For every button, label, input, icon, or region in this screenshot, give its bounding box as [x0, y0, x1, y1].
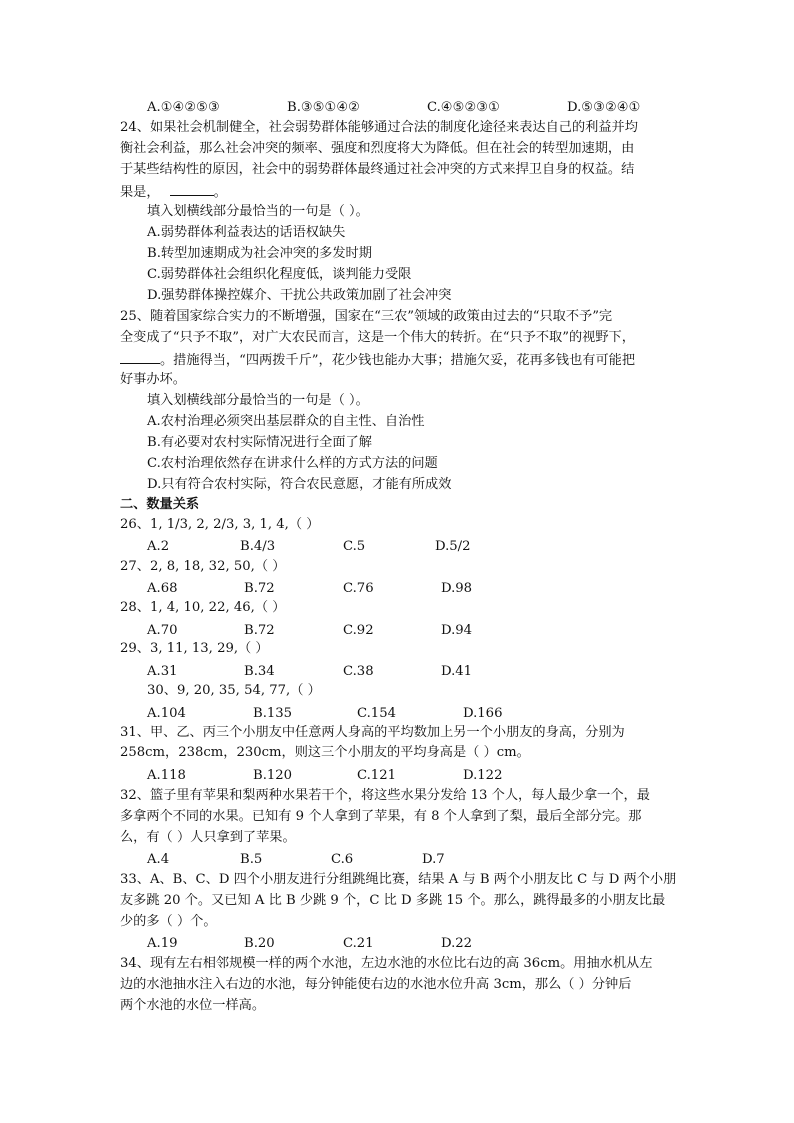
q32-stem-line-1: 32、篮子里有苹果和梨两种水果若干个，将这些水果分发给 13 个人，每人最少拿一个，最	[120, 788, 650, 803]
q33-option-c: C.21	[343, 936, 374, 951]
q23-option-c: C.④⑤②③①	[427, 100, 500, 115]
q24-answer-blank	[170, 181, 214, 196]
q25-blank-suffix: 。措施得当，“四两拨千斤”，花少钱也能办大事；措施欠妥，花再多钱也有可能把	[160, 353, 636, 368]
q25-answer-blank	[120, 349, 160, 364]
q33-option-b: B.20	[244, 936, 275, 951]
q24-option-d: D.强势群体操控媒介、干扰公共政策加剧了社会冲突	[147, 288, 452, 303]
q26-option-b: B.4/3	[240, 539, 276, 554]
q25-option-c: C.农村治理依然存在讲求什么样的方式方法的问题	[147, 456, 438, 471]
q34-stem-line-3: 两个水池的水位一样高。	[120, 998, 266, 1013]
q30-option-b: B.135	[253, 706, 293, 721]
q25-option-a: A.农村治理必须突出基层群众的自主性、自治性	[147, 414, 425, 429]
q25-stem-line-1: 25、随着国家综合实力的不断增强，国家在“三农”领域的政策由过去的“只取不予”完	[120, 309, 613, 324]
q28-stem: 28、1, 4, 10, 22, 46,（ ）	[120, 600, 286, 615]
q28-option-b: B.72	[244, 623, 275, 638]
q29-option-a: A.31	[147, 664, 178, 679]
q31-stem-line-1: 31、甲、乙、丙三个小朋友中任意两人身高的平均数加上另一个小朋友的身高，分别为	[120, 725, 625, 740]
q26-stem: 26、1, 1/3, 2, 2/3, 3, 1, 4,（ ）	[120, 517, 320, 532]
q33-option-a: A.19	[147, 936, 178, 951]
q25-prompt: 填入划横线部分最恰当的一句是（ ）。	[147, 393, 369, 408]
q25-option-d: D.只有符合农村实际，符合农民意愿，才能有所成效	[147, 477, 452, 492]
q31-option-b: B.120	[253, 768, 293, 783]
q27-stem: 27、2, 8, 18, 32, 50,（ ）	[120, 559, 286, 574]
q30-option-a: A.104	[147, 706, 186, 721]
q31-option-d: D.122	[463, 768, 503, 783]
q29-option-c: C.38	[343, 664, 374, 679]
q31-option-a: A.118	[147, 768, 186, 783]
q28-option-c: C.92	[343, 623, 374, 638]
q26-option-d: D.5/2	[435, 539, 471, 554]
q28-option-d: D.94	[441, 623, 473, 638]
q33-stem-line-3: 少的多（ ）个。	[120, 914, 217, 929]
q24-stem-line-2: 衡社会利益，那么社会冲突的频率、强度和烈度将大为降低。但在社会的转型加速期，由	[120, 141, 635, 156]
q27-option-b: B.72	[244, 581, 275, 596]
q24-prompt: 填入划横线部分最恰当的一句是（ ）。	[147, 204, 369, 219]
q24-option-a: A.弱势群体利益表达的话语权缺失	[147, 225, 346, 240]
q31-stem-line-2: 258cm，238cm，230cm，则这三个小朋友的平均身高是（ ）cm。	[120, 745, 530, 760]
q33-stem-line-1: 33、A、B、C、D 四个小朋友进行分组跳绳比赛，结果 A 与 B 两个小朋友比 C 与 D 两个小朋	[120, 872, 677, 887]
q32-stem-line-2: 多拿两个不同的水果。已知有 9 个人拿到了苹果，有 8 个人拿到了梨，最后全部分完。那	[120, 809, 642, 824]
q25-stem-line-4: 好事办坏。	[120, 372, 186, 387]
section-title-quantitative: 二、数量关系	[120, 497, 200, 512]
q24-last-prefix: 果是，	[120, 185, 160, 200]
q32-stem-line-3: 么，有（ ）人只拿到了苹果。	[120, 830, 296, 845]
q24-stem-line-4	[120, 181, 227, 203]
q26-option-c: C.5	[343, 539, 366, 554]
q27-option-c: C.76	[343, 581, 374, 596]
q23-option-a: A.①④②⑤③	[147, 100, 220, 115]
q28-option-a: A.70	[147, 623, 178, 638]
q32-option-d: D.7	[422, 852, 445, 867]
q29-stem: 29、3, 11, 13, 29,（ ）	[120, 641, 269, 656]
q25-stem-line-3	[120, 349, 635, 371]
q25-stem-line-2: 全变成了“只予不取”，对广大农民而言，这是一个伟大的转折。在“只予不取”的视野下，	[120, 330, 635, 345]
q27-option-a: A.68	[147, 581, 178, 596]
q24-last-suffix: 。	[213, 185, 227, 200]
q31-option-c: C.121	[357, 768, 396, 783]
q24-stem-line-1: 24、如果社会机制健全，社会弱势群体能够通过合法的制度化途径来表达自己的利益并均	[120, 120, 638, 135]
q30-option-c: C.154	[357, 706, 396, 721]
q32-option-b: B.5	[240, 852, 263, 867]
q30-option-d: D.166	[463, 706, 503, 721]
q29-option-d: D.41	[441, 664, 473, 679]
q34-stem-line-2: 边的水池抽水注入右边的水池，每分钟能使右边的水池水位升高 3cm，那么（ ）分钟后	[120, 977, 632, 992]
q23-option-b: B.③⑤①④②	[287, 100, 360, 115]
q24-stem-line-3: 于某些结构性的原因，社会中的弱势群体最终通过社会冲突的方式来捍卫自身的权益。结	[120, 162, 635, 177]
q33-stem-line-2: 友多跳 20 个。又已知 A 比 B 少跳 9 个，C 比 D 多跳 15 个。那么，跳得最多的小朋友比最	[120, 893, 666, 908]
q23-option-d: D.⑤③②④①	[567, 100, 641, 115]
q27-option-d: D.98	[441, 581, 473, 596]
q26-option-a: A.2	[147, 539, 170, 554]
q32-option-a: A.4	[147, 852, 170, 867]
q32-option-c: C.6	[331, 852, 354, 867]
q24-option-b: B.转型加速期成为社会冲突的多发时期	[147, 246, 372, 261]
q33-option-d: D.22	[441, 936, 473, 951]
q29-option-b: B.34	[244, 664, 275, 679]
q30-stem: 30、9, 20, 35, 54, 77,（ ）	[147, 683, 321, 698]
q25-option-b: B.有必要对农村实际情况进行全面了解	[147, 435, 372, 450]
q34-stem-line-1: 34、现有左右相邻规模一样的两个水池，左边水池的水位比右边的高 36cm。用抽水机从左	[120, 956, 653, 971]
q24-option-c: C.弱势群体社会组织化程度低，谈判能力受限	[147, 267, 412, 282]
